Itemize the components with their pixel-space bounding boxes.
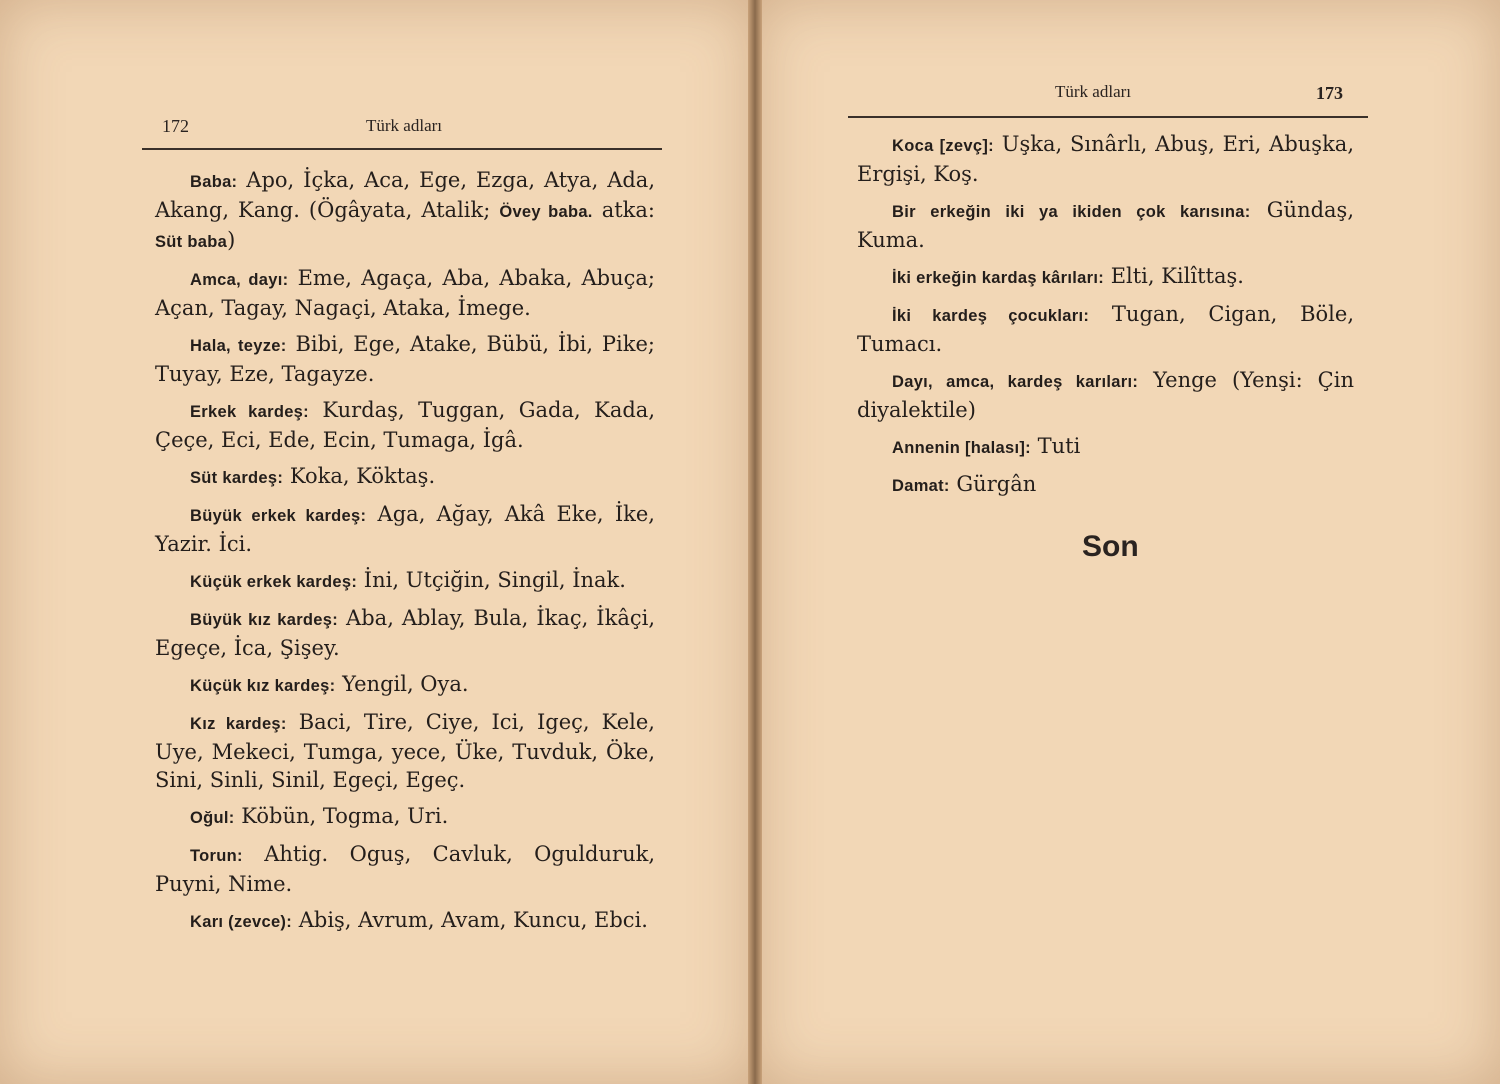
entry-kucuk-erkek-kardes: Küçük erkek kardeş: İni, Utçiğin, Singil, İnak. [190, 568, 626, 592]
entry-kucuk-kiz-kardes: Küçük kız kardeş: Yengil, Oya. [190, 672, 469, 696]
left-running-head: Türk adları [366, 116, 442, 135]
entry-annenin-halasi: Annenin [halası]: Tuti [892, 434, 1081, 458]
entry-kari: Karı (zevce): Abiş, Avrum, Avam, Kuncu, Ebci. [190, 908, 648, 932]
entry-koca: Koca [zevç]: Uşka, Sınârlı, Abuş, Eri, Abuşka, Ergişi, Koş. [857, 132, 1355, 186]
entry-damat: Damat: Gürgân [892, 472, 1037, 496]
left-page-content [155, 166, 655, 944]
entry-hala: Hala, teyze: Bibi, Ege, Atake, Bübü, İbi, Pike; Tuyay, Eze, Tagayze. [155, 332, 655, 386]
end-word: Son [1082, 530, 1139, 563]
left-page-number: 172 [162, 116, 189, 136]
entry-kiz-kardes: Kız kardeş: Baci, Tire, Ciye, Ici, Igeç, Kele, Uye, Mekeci, Tumga, yece, Üke, Tuvduk, Öke, Sini, Sinli, Sinil, Egeçi, Egeç. [155, 710, 655, 792]
entry-sut-kardes: Süt kardeş: Koka, Köktaş. [190, 464, 436, 488]
book-gutter [748, 0, 762, 1084]
right-header-rule [848, 116, 1368, 118]
left-header-rule [142, 148, 662, 150]
entry-erkek-kardes: Erkek kardeş: Kurdaş, Tuggan, Gada, Kada, Çeçe, Eci, Ede, Ecin, Tumaga, İgâ. [155, 398, 655, 452]
entry-iki-erkegin: İki erkeğin kardaş kârıları: Elti, Kilîttaş. [892, 264, 1244, 288]
entry-buyuk-erkek-kardes: Büyük erkek kardeş: Aga, Ağay, Akâ Eke, İke, Yazir. İci. [155, 502, 655, 556]
entry-ogul: Oğul: Köbün, Togma, Uri. [190, 804, 449, 828]
entry-amca: Amca, dayı: Eme, Agaça, Aba, Abaka, Abuça; Açan, Tagay, Nagaçi, Ataka, İmege. [155, 266, 655, 320]
right-page-number: 173 [1316, 83, 1343, 103]
entry-iki-kardes-cocuklari: İki kardeş çocukları: Tugan, Cigan, Böle, Tumacı. [857, 302, 1354, 356]
right-running-head: Türk adları [1055, 82, 1131, 101]
entry-buyuk-kiz-kardes: Büyük kız kardeş: Aba, Ablay, Bula, İkaç, İkâçi, Egeçe, İca, Şişey. [155, 606, 655, 660]
entry-bir-erkegin: Bir erkeğin iki ya ikiden çok karısına: Gündaş, Kuma. [857, 198, 1355, 252]
entry-baba: Baba: Apo, İçka, Aca, Ege, Ezga, Atya, Ada, Akang, Kang. (Ögâyata, Atalik; Övey baba. atka: Süt baba) [155, 168, 655, 252]
right-page-content [857, 130, 1354, 508]
entry-torun: Torun: Ahtig. Oguş, Cavluk, Ogulduruk, Puyni, Nime. [155, 842, 655, 896]
entry-dayi-amca: Dayı, amca, kardeş karıları: Yenge (Yenşi: Çin diyalektile) [857, 368, 1354, 422]
